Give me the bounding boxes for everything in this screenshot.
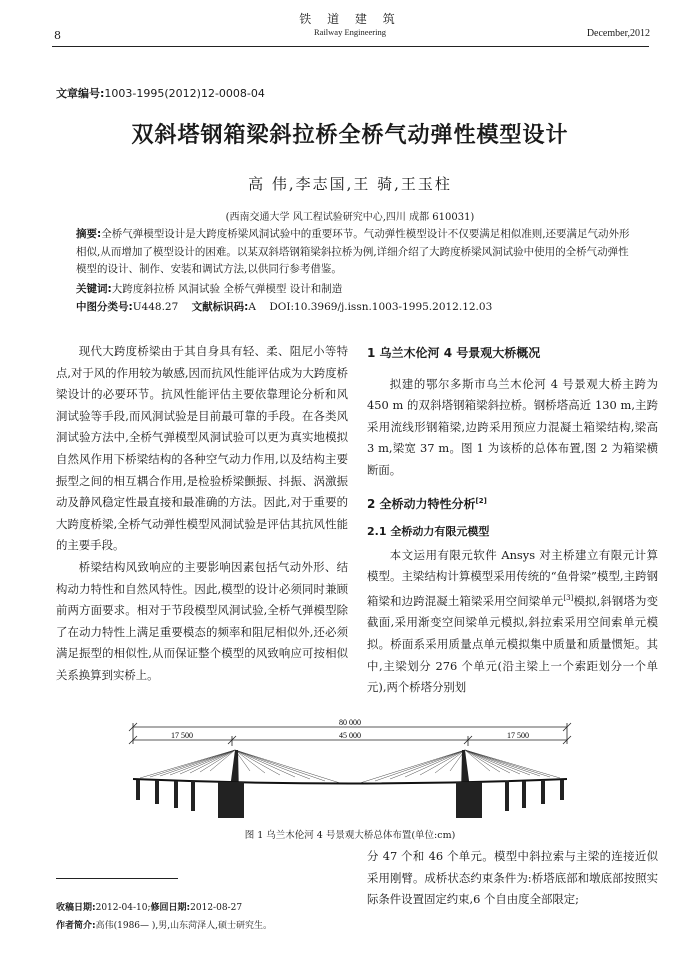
right-column-continued: [367, 846, 658, 911]
keywords: [76, 281, 636, 299]
clc-label: 中图分类号:: [76, 301, 133, 313]
classification-line: [76, 299, 636, 317]
affiliation: (西南交通大学 风工程试验研究中心,四川 成都 610031): [225, 212, 475, 223]
keywords-label: 关键词:: [76, 283, 112, 295]
revised-date: 2012-08-27: [190, 903, 243, 913]
section-2-ref: [2]: [475, 496, 487, 505]
intro-paragraph-1: 现代大跨度桥梁由于其自身具有轻、柔、阻尼小等特点,对于风的作用较为敏感,因而抗风性能评估成为大跨度桥梁设计的必要环节。抗风性能评估主要依靠理论分析和风洞试验等手段,而风洞试验是目前最可靠的手段。在各类风洞试验方法中,全桥气弹模型风洞试验可以更为真实地模拟自然风作用下桥梁结构的各种空气动力作用,以及结构主要振型之间的相互耦合作用,是检验桥梁颤振、抖振、涡激振动及静风稳定性最直接和最准确的方法。因此,对于重要的大跨度桥梁,全桥气动弹性模型风洞试验是评估其抗风性能的主要手段。: [56, 344, 349, 553]
article-number: [56, 85, 265, 101]
revised-label: 修回日期:: [150, 903, 191, 913]
section-2-1-ref: [3]: [563, 593, 574, 602]
section-2-1-heading: 2.1 全桥动力有限元模型: [367, 525, 490, 539]
section-2-1-text-a: 本文运用有限元软件 Ansys 对主桥建立有限元计算模型。主梁结构计算模型采用传统的“鱼骨梁”模型,主跨钢箱梁和边跨混凝土箱梁采用空间梁单元: [367, 547, 658, 608]
continued-paragraph: 分 47 个和 46 个单元。模型中斜拉索与主梁的连接近似采用刚臂。成桥状态约束条件为:桥塔底部和墩底部按照实际条件设置固定约束,6 个自由度全部限定;: [367, 849, 658, 907]
doc-code-label: 文献标识码:: [191, 301, 249, 313]
footnote-dates: [56, 900, 242, 913]
abstract-label: 摘要:: [76, 228, 102, 240]
clc-value: U448.27: [132, 301, 179, 313]
section-1-paragraph: 拟建的鄂尔多斯市乌兰木伦河 4 号景观大桥主跨为 450 m 的双斜塔钢箱梁斜拉桥。钢桥塔高近 130 m,主跨采用流线形钢箱梁,边跨采用预应力混凝土箱梁结构,梁高 3 m,梁宽 37 m。图 1 为该桥的总体布置,图 2 为箱梁横断面。: [367, 376, 658, 477]
cables-right-tower: [360, 750, 560, 783]
received-label: 收稿日期:: [56, 903, 96, 913]
dim-left-span: 17 500: [171, 731, 193, 740]
authors: 高 伟,李志国,王 骑,王玉柱: [248, 175, 452, 193]
piers: [136, 780, 564, 818]
abstract: [76, 226, 636, 279]
section-2-title: 2 全桥动力特性分析: [367, 496, 476, 511]
journal-title-cn: 铁 道 建 筑: [299, 12, 401, 26]
author-bio-label: 作者简介:: [56, 921, 96, 931]
header-rule: [52, 46, 649, 47]
article-number-value: 1003-1995(2012)12-0008-04: [104, 87, 265, 100]
figure-1-caption: 图 1 乌兰木伦河 4 号景观大桥总体布置(单位:cm): [244, 830, 456, 841]
right-column: [367, 343, 658, 699]
section-2-1-text-b: 模拟,斜钢塔为变截面,采用渐变空间梁单元模拟,斜拉索采用空间索单元模拟。桥面系采用质量点单元模拟集中质量和质量惯矩。其中,主梁划分 276 个单元(沿主梁上一个索距划分一个单元),两个桥塔分别划: [367, 593, 658, 695]
issue-date: December,2012: [586, 28, 650, 39]
bridge-layout-figure: [100, 716, 600, 820]
paper-title: 双斜塔钢箱梁斜拉桥全桥气动弹性模型设计: [131, 123, 569, 148]
author-bio: 高伟(1986— ),男,山东菏泽人,硕士研究生。: [95, 921, 272, 931]
received-date: 2012-04-10;: [95, 903, 151, 913]
article-number-label: 文章编号:: [56, 87, 105, 100]
section-1-heading: 1 乌兰木伦河 4 号景观大桥概况: [367, 346, 541, 360]
section-2-heading: [367, 491, 658, 516]
abstract-text: 全桥气弹模型设计是大跨度桥梁风洞试验中的重要环节。气动弹性模型设计不仅要满足相似准则,还要满足气动外形相似,从而增加了模型设计的困难。以某双斜塔钢箱梁斜拉桥为例,详细介绍了大跨度桥梁风洞试验中使用的全桥气动弹性模型的设计、制作、安装和调试方法,以供同行参考借鉴。: [76, 228, 630, 276]
section-2-1-paragraph: [367, 545, 658, 699]
dim-right-span: 17 500: [507, 731, 529, 740]
keywords-text: 大跨度斜拉桥 风洞试验 全桥气弹模型 设计和制造: [111, 283, 343, 295]
doi: DOI:10.3969/j.issn.1003-1995.2012.12.03: [269, 301, 493, 313]
dim-total: 80 000: [339, 718, 361, 727]
doc-code-value: A: [248, 301, 256, 313]
footnote-rule: [56, 878, 178, 879]
deck: [133, 779, 567, 784]
footnote-author: [56, 918, 272, 931]
intro-paragraph-2: 桥梁结构风致响应的主要影响因素包括气动外形、结构动力特性和自然风特性。因此,模型的设计必须同时兼顾前两方面要求。相对于节段模型风洞试验,全桥气弹模型除了在动力特性上满足重要模态的频率和阻尼相似外,还必须满足振型的相似性,从而保证整个模型的风致响应可按相似关系换算到实桥上。: [56, 559, 348, 682]
page-number: 8: [54, 29, 61, 42]
dim-main-span: 45 000: [339, 731, 361, 740]
left-column: [56, 341, 348, 687]
cables-left-tower: [140, 750, 340, 783]
journal-title-en: Railway Engineering: [314, 27, 386, 37]
